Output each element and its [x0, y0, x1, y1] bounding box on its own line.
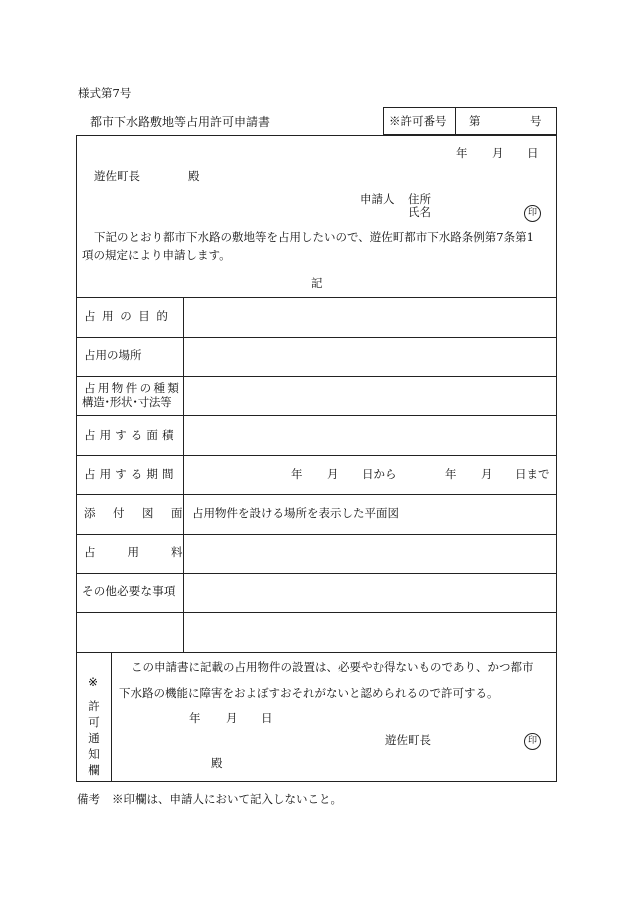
permit-section-vertical-label: 許可通知欄	[88, 699, 100, 777]
row-label-fee: 占用料	[84, 545, 215, 559]
permit-number-label: ※許可番号	[389, 114, 447, 128]
permit-seal-mark: 印	[524, 733, 541, 750]
applicant-seal-mark: 印	[524, 205, 541, 222]
addressee: 遊佐町長	[94, 169, 140, 183]
row-label-other: その他必要な事項	[82, 584, 176, 598]
permit-section-divider	[111, 652, 112, 782]
table-rule	[76, 652, 557, 653]
period-from-month: 月	[327, 467, 339, 481]
table-rule	[76, 455, 557, 456]
attachment-value: 占用物件を設ける場所を表示した平面図	[192, 506, 399, 520]
table-rule	[76, 573, 557, 574]
period-to-month: 月	[481, 467, 493, 481]
row-label-location: 占用の場所	[84, 348, 142, 362]
period-to-year: 年	[445, 467, 457, 481]
permit-date-day: 日	[261, 711, 273, 725]
note-text: ※印欄は、申請人において記入しないこと。	[112, 792, 342, 806]
name-label: 氏名	[408, 205, 431, 219]
table-rule	[76, 415, 557, 416]
row-label-purpose-text: 占用の目的	[84, 309, 175, 323]
date-year: 年	[456, 146, 468, 160]
date-month: 月	[492, 146, 504, 160]
form-number: 様式第7号	[78, 86, 132, 100]
permit-date-month: 月	[226, 711, 238, 725]
permit-number-prefix: 第	[469, 114, 481, 128]
permit-number-suffix: 号	[530, 114, 542, 128]
intro-line-2: 項の規定により申請します。	[82, 248, 231, 262]
period-to-day: 日まで	[515, 467, 550, 481]
row-label-period: 占用する期間	[84, 467, 178, 481]
addressee-honorific: 殿	[188, 169, 200, 183]
row-label-purpose	[84, 311, 177, 323]
ki-heading: 記	[311, 276, 323, 290]
note-label: 備考	[77, 792, 100, 806]
permit-honorific: 殿	[211, 756, 223, 770]
form-title: 都市下水路敷地等占用許可申請書	[90, 115, 271, 129]
table-rule	[76, 297, 557, 298]
period-from-day: 日から	[362, 467, 397, 481]
row-label-attachment: 添付図面	[84, 506, 200, 520]
period-from-year: 年	[291, 467, 303, 481]
table-rule	[76, 534, 557, 535]
row-label-kind-line2: 構造･形状･寸法等	[82, 395, 172, 409]
permit-number-divider	[455, 107, 456, 135]
permit-text-line-1: この申請書に記載の占用物件の設置は、必要やむ得ないものであり、かつ都市	[131, 660, 534, 674]
permit-issuer: 遊佐町長	[385, 733, 431, 747]
table-column-divider	[183, 297, 184, 652]
table-rule	[76, 494, 557, 495]
row-label-kind-line1: 占用物件の種類	[84, 381, 182, 395]
permit-date-year: 年	[189, 711, 201, 725]
table-rule	[76, 376, 557, 377]
address-label: 住所	[408, 192, 431, 206]
permit-text-line-2: 下水路の機能に障害をおよぼすおそれがないと認められるので許可する。	[119, 686, 499, 700]
table-rule	[76, 337, 557, 338]
applicant-label: 申請人	[360, 192, 395, 206]
row-label-area: 占用する面積	[84, 428, 178, 442]
date-day: 日	[527, 146, 539, 160]
permit-section-mark: ※	[88, 675, 99, 689]
intro-line-1: 下記のとおり都市下水路の敷地等を占用したいので、遊佐町都市下水路条例第7条第1	[94, 230, 534, 244]
table-rule	[76, 612, 557, 613]
